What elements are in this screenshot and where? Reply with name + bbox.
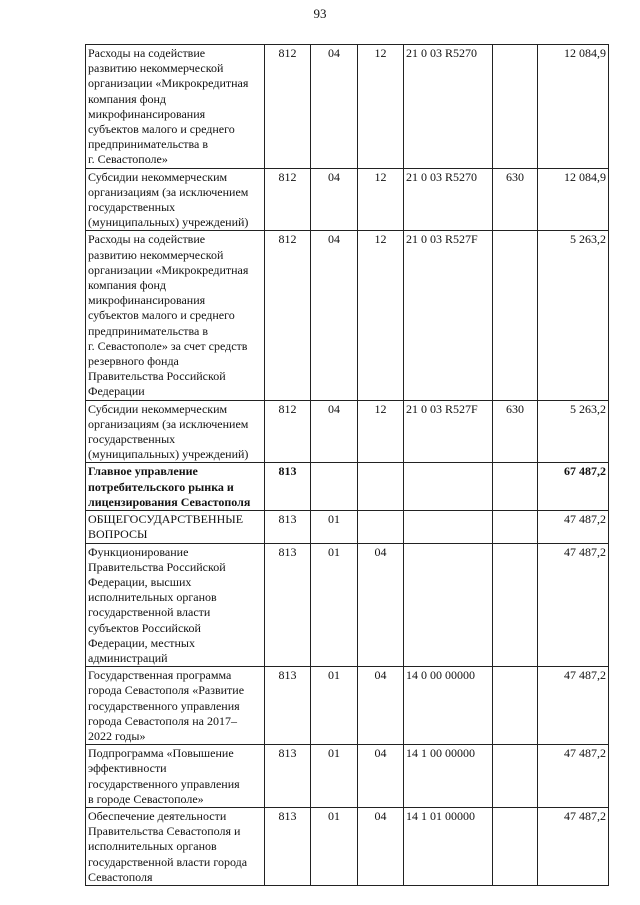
row-amount-cell: 5 263,2 <box>538 400 609 463</box>
row-name-cell <box>86 667 265 745</box>
row-amount-cell: 47 487,2 <box>538 543 609 667</box>
row-rz-cell: 04 <box>311 400 358 463</box>
table-row <box>86 168 609 231</box>
row-name-cell <box>86 543 265 667</box>
row-rz-cell <box>311 463 358 511</box>
row-pr-cell: 12 <box>358 231 404 400</box>
row-ved-cell: 812 <box>265 400 311 463</box>
row-pr-cell: 04 <box>358 667 404 745</box>
row-vr-cell: 630 <box>493 168 538 231</box>
row-name-cell <box>86 745 265 808</box>
row-vr-cell: 630 <box>493 400 538 463</box>
row-rz-cell: 01 <box>311 667 358 745</box>
table-row <box>86 45 609 169</box>
row-name: Субсидии некоммерческим организациям (за исключением государственных (муниципальных) учреждений) <box>88 169 249 230</box>
row-name: Функционирование Правительства Российской Федерации, высших исполнительных органов государственной власти субъектов Российской Федерации, местных администраций <box>88 544 226 665</box>
row-csr-cell: 21 0 03 R5270 <box>404 45 493 169</box>
row-ved-cell: 813 <box>265 807 311 885</box>
table-row <box>86 231 609 400</box>
row-name: Расходы на содействие развитию некоммерческой организации «Микрокредитная компания фонд микрофинансирования субъектов малого и среднего предпринимательства в г. Севастополе» <box>88 46 249 167</box>
row-name: Субсидии некоммерческим организациям (за исключением государственных (муниципальных) учреждений) <box>88 401 249 462</box>
table-row <box>86 543 609 667</box>
row-amount-cell: 47 487,2 <box>538 667 609 745</box>
row-rz-cell: 01 <box>311 807 358 885</box>
row-pr-cell <box>358 511 404 543</box>
row-vr-cell <box>493 511 538 543</box>
row-name: Расходы на содействие развитию некоммерческой организации «Микрокредитная компания фонд микрофинансирования субъектов малого и среднего предпринимательства в г. Севастополе» за счет средств резервного фонда Правительства Российской Федерации <box>88 232 249 399</box>
row-pr-cell: 04 <box>358 745 404 808</box>
row-vr-cell <box>493 45 538 169</box>
row-amount-cell: 67 487,2 <box>538 463 609 511</box>
row-name: Обеспечение деятельности Правительства Севастополя и исполнительных органов государственной власти города Севастополя <box>88 808 248 884</box>
table-row <box>86 807 609 885</box>
row-ved-cell: 813 <box>265 463 311 511</box>
row-ved-cell: 813 <box>265 745 311 808</box>
row-rz-cell: 01 <box>311 511 358 543</box>
table-row <box>86 667 609 745</box>
row-csr-cell: 21 0 03 R527F <box>404 400 493 463</box>
table-row <box>86 463 609 511</box>
row-rz-cell: 04 <box>311 231 358 400</box>
row-name-cell <box>86 400 265 463</box>
row-vr-cell <box>493 543 538 667</box>
row-rz-cell: 04 <box>311 45 358 169</box>
row-csr-cell <box>404 511 493 543</box>
row-rz-cell: 04 <box>311 168 358 231</box>
row-csr-cell: 21 0 03 R5270 <box>404 168 493 231</box>
table-row <box>86 400 609 463</box>
row-name-cell <box>86 231 265 400</box>
row-ved-cell: 812 <box>265 231 311 400</box>
budget-table <box>85 44 609 886</box>
row-pr-cell: 12 <box>358 168 404 231</box>
row-amount-cell: 47 487,2 <box>538 511 609 543</box>
table-row <box>86 511 609 543</box>
row-amount-cell: 5 263,2 <box>538 231 609 400</box>
row-name-cell <box>86 511 265 543</box>
row-vr-cell <box>493 667 538 745</box>
row-name: Главное управление потребительского рынка и лицензирования Севастополя <box>88 464 251 509</box>
row-ved-cell: 813 <box>265 511 311 543</box>
row-name: ОБЩЕГОСУДАРСТВЕННЫЕ ВОПРОСЫ <box>88 512 244 542</box>
row-name-cell <box>86 807 265 885</box>
row-name-cell <box>86 45 265 169</box>
row-amount-cell: 47 487,2 <box>538 745 609 808</box>
row-vr-cell <box>493 745 538 808</box>
row-name-cell <box>86 463 265 511</box>
row-csr-cell <box>404 543 493 667</box>
row-amount-cell: 12 084,9 <box>538 45 609 169</box>
row-vr-cell <box>493 463 538 511</box>
row-pr-cell: 12 <box>358 45 404 169</box>
row-vr-cell <box>493 807 538 885</box>
row-pr-cell: 12 <box>358 400 404 463</box>
page-number: 93 <box>313 6 327 21</box>
row-amount-cell: 12 084,9 <box>538 168 609 231</box>
row-rz-cell: 01 <box>311 543 358 667</box>
row-name: Подпрограмма «Повышение эффективности государственного управления в городе Севастополе» <box>88 746 240 806</box>
row-name: Государственная программа города Севастополя «Развитие государственного управления города Севастополя на 2017– 2022 годы» <box>88 668 245 743</box>
row-pr-cell <box>358 463 404 511</box>
row-pr-cell: 04 <box>358 807 404 885</box>
row-csr-cell: 21 0 03 R527F <box>404 231 493 400</box>
row-name-cell <box>86 168 265 231</box>
row-pr-cell: 04 <box>358 543 404 667</box>
row-csr-cell: 14 1 01 00000 <box>404 807 493 885</box>
row-rz-cell: 01 <box>311 745 358 808</box>
row-csr-cell: 14 0 00 00000 <box>404 667 493 745</box>
row-csr-cell <box>404 463 493 511</box>
row-amount-cell: 47 487,2 <box>538 807 609 885</box>
row-ved-cell: 812 <box>265 168 311 231</box>
table-row <box>86 745 609 808</box>
row-vr-cell <box>493 231 538 400</box>
row-csr-cell: 14 1 00 00000 <box>404 745 493 808</box>
row-ved-cell: 813 <box>265 667 311 745</box>
row-ved-cell: 813 <box>265 543 311 667</box>
row-ved-cell: 812 <box>265 45 311 169</box>
